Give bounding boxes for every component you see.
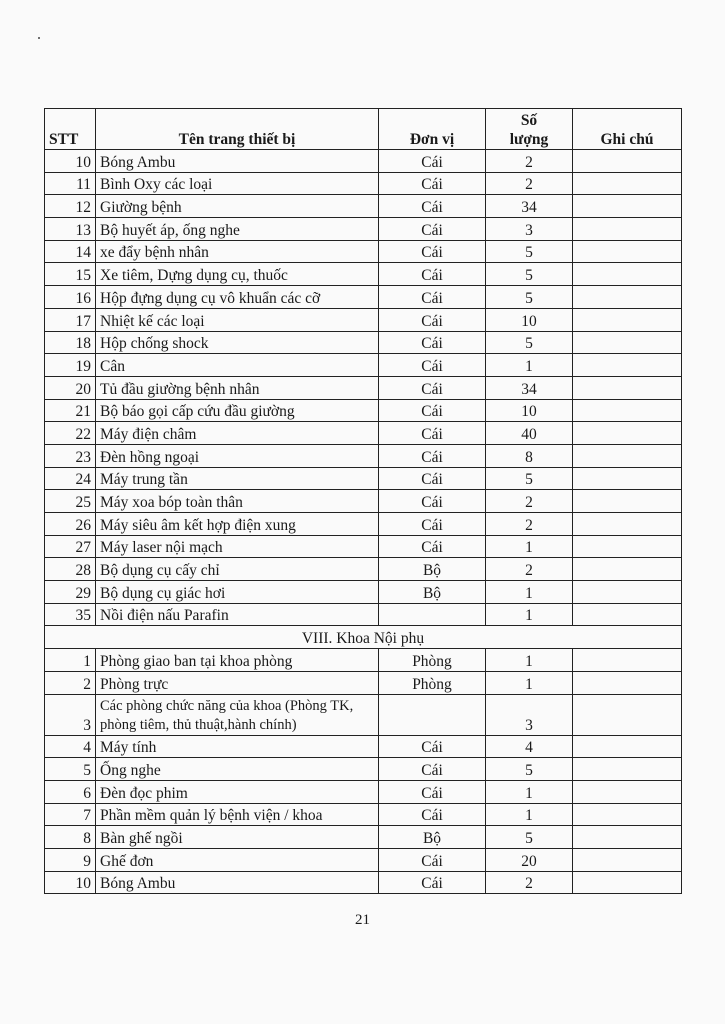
table-row [45,803,682,826]
row-equipment-name: Hộp chống shock [96,331,379,354]
row-stt: 17 [45,308,96,331]
row-equipment-name: Máy xoa bóp toàn thân [96,490,379,513]
row-equipment-name: Bộ huyết áp, ống nghe [96,218,379,241]
row-stt: 10 [45,871,96,894]
row-quantity: 1 [486,780,573,803]
table-row [45,376,682,399]
row-unit: Phòng [379,649,486,672]
table-row [45,603,682,626]
header-quantity-line1: Số [520,112,538,129]
row-equipment-name: Máy siêu âm kết hợp điện xung [96,513,379,536]
row-note [573,780,682,803]
row-note [573,240,682,263]
row-quantity: 34 [486,376,573,399]
row-unit: Cái [379,780,486,803]
row-unit: Cái [379,871,486,894]
table-row [45,490,682,513]
row-unit: Cái [379,535,486,558]
table-body [45,150,682,894]
row-stt: 27 [45,535,96,558]
row-quantity: 10 [486,399,573,422]
row-equipment-name: Đèn hồng ngoại [96,444,379,467]
row-quantity: 1 [486,671,573,694]
row-stt: 8 [45,826,96,849]
table-row [45,240,682,263]
header-unit: Đơn vị [379,109,486,150]
row-note [573,308,682,331]
row-equipment-name: Ghế đơn [96,848,379,871]
table-row [45,467,682,490]
section-row [45,626,682,649]
row-note [573,603,682,626]
row-unit: Cái [379,490,486,513]
row-quantity: 1 [486,535,573,558]
row-stt: 21 [45,399,96,422]
page-number: 21 [355,912,370,928]
row-equipment-name: Bộ báo gọi cấp cứu đầu giường [96,399,379,422]
row-stt: 10 [45,150,96,173]
row-quantity: 1 [486,649,573,672]
row-quantity: 20 [486,848,573,871]
row-stt: 18 [45,331,96,354]
row-quantity: 2 [486,513,573,536]
row-equipment-name: Nhiệt kế các loại [96,308,379,331]
row-equipment-name: Bóng Ambu [96,871,379,894]
row-quantity: 40 [486,422,573,445]
row-stt: 4 [45,735,96,758]
row-note [573,263,682,286]
row-unit: Cái [379,331,486,354]
row-stt: 7 [45,803,96,826]
row-unit: Bộ [379,581,486,604]
row-equipment-name: Cân [96,354,379,377]
row-stt: 12 [45,195,96,218]
row-note [573,172,682,195]
row-stt: 24 [45,467,96,490]
row-quantity: 2 [486,150,573,173]
table-row [45,195,682,218]
row-quantity: 34 [486,195,573,218]
row-stt: 14 [45,240,96,263]
row-note [573,671,682,694]
header-note: Ghi chú [573,109,682,150]
row-note [573,354,682,377]
row-stt: 22 [45,422,96,445]
row-unit [379,694,486,735]
row-note [573,558,682,581]
row-note [573,694,682,735]
row-quantity: 3 [486,218,573,241]
row-quantity: 5 [486,263,573,286]
scan-speck [38,37,40,39]
row-quantity: 5 [486,758,573,781]
row-quantity: 1 [486,354,573,377]
row-quantity: 2 [486,490,573,513]
row-equipment-name: Máy tính [96,735,379,758]
row-note [573,467,682,490]
row-equipment-name: Bình Oxy các loại [96,172,379,195]
table-row [45,871,682,894]
row-stt: 6 [45,780,96,803]
row-note [573,758,682,781]
row-unit: Cái [379,240,486,263]
row-equipment-name: Giường bệnh [96,195,379,218]
table-row [45,444,682,467]
row-equipment-name: Phòng trực [96,671,379,694]
table-row [45,513,682,536]
table-row [45,848,682,871]
row-note [573,331,682,354]
row-equipment-name: Các phòng chức năng của khoa (Phòng TK, phòng tiêm, thủ thuật,hành chính) [96,694,379,735]
table-row [45,422,682,445]
row-note [573,444,682,467]
row-stt: 16 [45,286,96,309]
row-quantity: 3 [486,694,573,735]
row-note [573,490,682,513]
row-quantity: 5 [486,467,573,490]
table-row [45,399,682,422]
row-stt: 2 [45,671,96,694]
row-equipment-name: Xe tiêm, Dựng dụng cụ, thuốc [96,263,379,286]
table-row [45,758,682,781]
table-row [45,308,682,331]
row-unit: Cái [379,195,486,218]
row-unit: Cái [379,150,486,173]
row-unit: Cái [379,399,486,422]
table-row [45,535,682,558]
table-row [45,581,682,604]
row-note [573,826,682,849]
header-equipment-name: Tên trang thiết bị [96,109,379,150]
row-unit: Cái [379,308,486,331]
row-note [573,150,682,173]
row-quantity: 2 [486,871,573,894]
row-unit: Cái [379,803,486,826]
row-stt: 5 [45,758,96,781]
row-note [573,422,682,445]
row-quantity: 2 [486,558,573,581]
row-note [573,803,682,826]
table-row [45,286,682,309]
row-note [573,581,682,604]
table-row [45,218,682,241]
row-note [573,376,682,399]
row-equipment-name: Phần mềm quản lý bệnh viện / khoa [96,803,379,826]
row-stt: 13 [45,218,96,241]
row-unit: Phòng [379,671,486,694]
table-row [45,694,682,735]
row-note [573,649,682,672]
row-note [573,399,682,422]
table-row [45,172,682,195]
row-unit: Bộ [379,558,486,581]
row-equipment-name: Máy điện châm [96,422,379,445]
row-equipment-name: Bàn ghế ngồi [96,826,379,849]
row-unit: Cái [379,848,486,871]
header-stt: STT [45,109,96,150]
row-stt: 9 [45,848,96,871]
row-unit: Cái [379,422,486,445]
row-equipment-name: Đèn đọc phim [96,780,379,803]
table-row [45,735,682,758]
row-unit: Cái [379,467,486,490]
row-quantity: 1 [486,581,573,604]
table-row [45,558,682,581]
row-equipment-name: Bộ dụng cụ giác hơi [96,581,379,604]
row-unit: Cái [379,735,486,758]
row-unit: Cái [379,263,486,286]
row-quantity: 5 [486,240,573,263]
row-equipment-name: Bộ dụng cụ cấy chỉ [96,558,379,581]
row-unit: Cái [379,172,486,195]
row-stt: 1 [45,649,96,672]
row-quantity: 5 [486,826,573,849]
row-equipment-name: Tủ đầu giường bệnh nhân [96,376,379,399]
row-stt: 23 [45,444,96,467]
table-row [45,649,682,672]
header-quantity [486,109,573,150]
row-note [573,513,682,536]
row-equipment-name: Máy laser nội mạch [96,535,379,558]
equipment-table [44,108,682,894]
row-stt: 11 [45,172,96,195]
row-quantity: 1 [486,803,573,826]
row-note [573,848,682,871]
row-note [573,195,682,218]
table-header-row [45,109,682,150]
row-quantity: 1 [486,603,573,626]
section-title: VIII. Khoa Nội phụ [45,626,682,649]
row-equipment-name: Bóng Ambu [96,150,379,173]
row-stt: 35 [45,603,96,626]
table-row [45,354,682,377]
row-stt: 15 [45,263,96,286]
row-unit: Cái [379,513,486,536]
row-unit: Cái [379,376,486,399]
row-note [573,286,682,309]
row-quantity: 5 [486,286,573,309]
row-equipment-name: Máy trung tần [96,467,379,490]
row-unit: Cái [379,286,486,309]
row-quantity: 5 [486,331,573,354]
row-quantity: 8 [486,444,573,467]
row-unit [379,603,486,626]
table-row [45,331,682,354]
row-equipment-name: Nồi điện nấu Parafin [96,603,379,626]
table-row [45,150,682,173]
row-quantity: 10 [486,308,573,331]
row-stt: 26 [45,513,96,536]
row-unit: Bộ [379,826,486,849]
row-stt: 28 [45,558,96,581]
row-equipment-name: Ống nghe [96,758,379,781]
row-equipment-name: xe đẩy bệnh nhân [96,240,379,263]
row-note [573,871,682,894]
row-quantity: 2 [486,172,573,195]
row-stt: 20 [45,376,96,399]
row-equipment-name: Hộp đựng dụng cụ vô khuẩn các cỡ [96,286,379,309]
row-unit: Cái [379,354,486,377]
row-unit: Cái [379,758,486,781]
row-equipment-name: Phòng giao ban tại khoa phòng [96,649,379,672]
row-stt: 29 [45,581,96,604]
table-row [45,263,682,286]
row-unit: Cái [379,444,486,467]
row-stt: 19 [45,354,96,377]
row-unit: Cái [379,218,486,241]
table-row [45,671,682,694]
row-note [573,535,682,558]
header-quantity-line2: lượng [509,131,549,148]
row-note [573,218,682,241]
row-stt: 25 [45,490,96,513]
table-row [45,826,682,849]
row-note [573,735,682,758]
row-quantity: 4 [486,735,573,758]
row-stt: 3 [45,694,96,735]
table-row [45,780,682,803]
